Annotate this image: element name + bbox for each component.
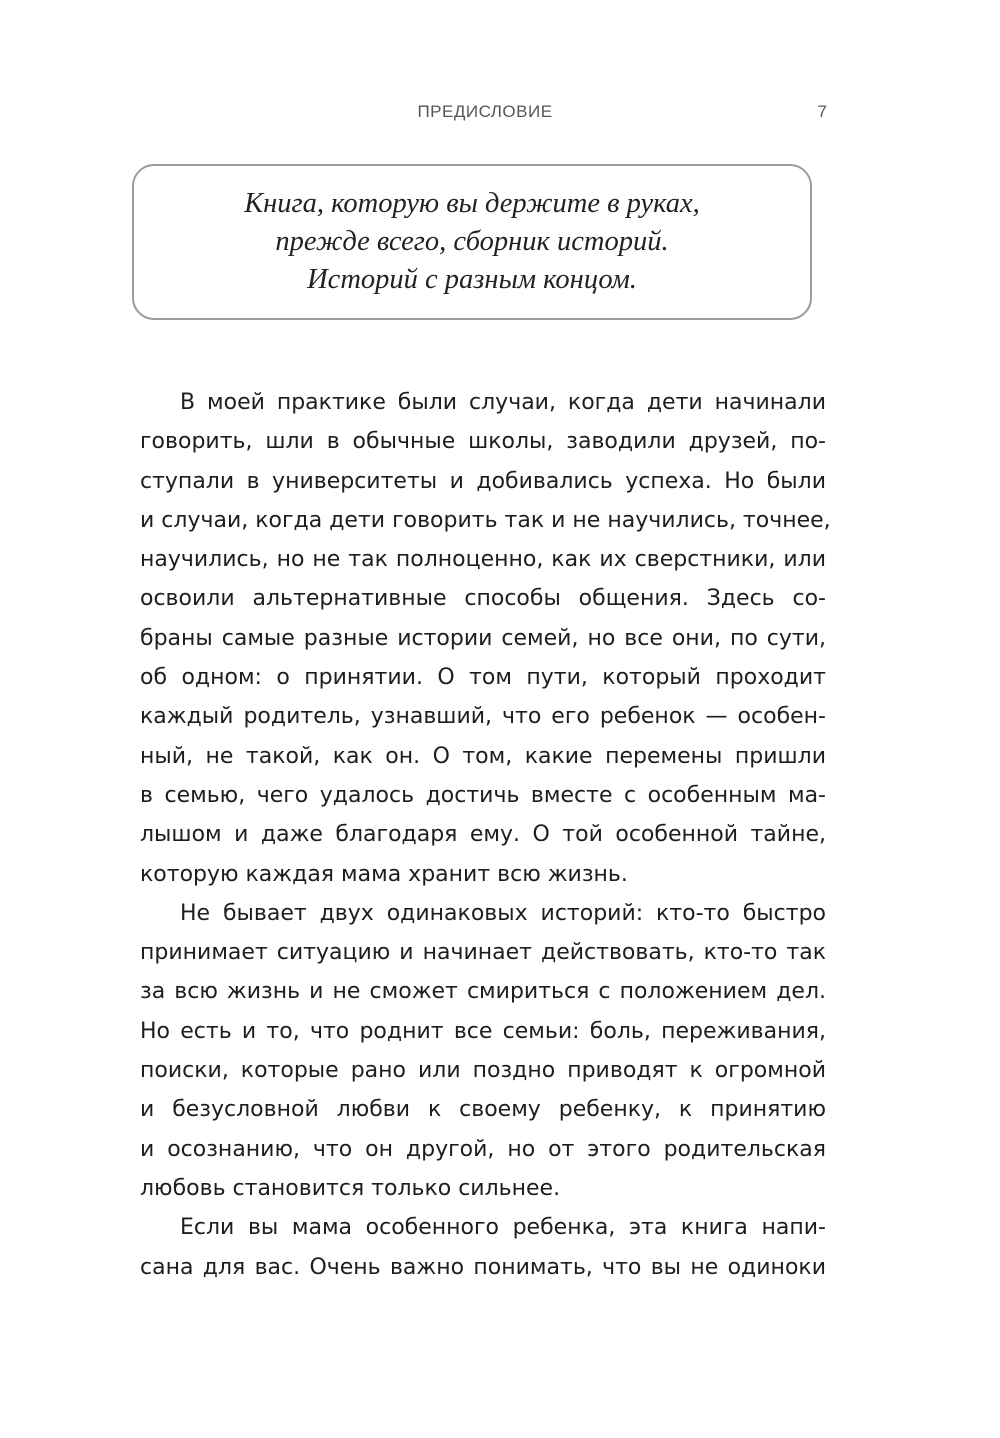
epigraph-box	[132, 164, 812, 320]
epigraph-line: Историй с разным концом.	[307, 264, 637, 295]
body-line: поиски, которые рано или поздно приводят к огромной	[140, 1058, 826, 1084]
body-line: и случаи, когда дети говорить так и не научились, точнее,	[140, 507, 831, 533]
body-line: В моей практике были случаи, когда дети начинали	[180, 390, 826, 415]
body-line: браны самые разные истории семей, но все они, по сути,	[140, 625, 826, 651]
body-line: ступали в университеты и добивались успеха. Но были	[140, 468, 826, 494]
body-line: говорить, шли в обычные школы, заводили друзей, по-	[140, 429, 826, 455]
body-line: об одном: о принятии. О том пути, который проходит	[140, 665, 826, 691]
body-line: Не бывает двух одинаковых историй: кто-то быстро	[180, 900, 826, 926]
body-line: любовь становится только сильнее.	[140, 1175, 561, 1201]
section-title: ПРЕДИСЛОВИЕ	[417, 102, 553, 121]
running-header	[0, 100, 1000, 126]
body-line: научились, но не так полноценно, как их сверстники, или	[140, 547, 826, 573]
body-line: сана для вас. Очень важно понимать, что вы не одиноки	[140, 1254, 826, 1280]
epigraph-line: прежде всего, сборник историй.	[275, 226, 669, 257]
body-text	[140, 383, 831, 1287]
epigraph-line: Книга, которую вы держите в руках,	[244, 188, 700, 219]
body-line: Если вы мама особенного ребенка, эта книга напи-	[180, 1215, 826, 1241]
body-line: за всю жизнь и не сможет смириться с положением дел.	[140, 979, 826, 1005]
body-line: каждый родитель, узнавший, что его ребенок — особен-	[140, 704, 826, 730]
page-number: 7	[817, 102, 827, 121]
body-line: принимает ситуацию и начинает действовать, кто-то так	[140, 940, 826, 966]
body-line: лышом и даже благодаря ему. О той особенной тайне,	[140, 822, 826, 848]
body-line: и безусловной любви к своему ребенку, к принятию	[140, 1097, 826, 1123]
body-line: в семью, чего удалось достичь вместе с особенным ма-	[140, 782, 826, 808]
body-line: освоили альтернативные способы общения. Здесь со-	[140, 586, 826, 612]
body-line: Но есть и то, что роднит все семьи: боль, переживания,	[140, 1018, 826, 1044]
body-line: которую каждая мама хранит всю жизнь.	[140, 861, 628, 887]
body-line: ный, не такой, как он. О том, какие перемены пришли	[140, 743, 826, 769]
body-line: и осознанию, что он другой, но от этого родительская	[140, 1136, 826, 1162]
